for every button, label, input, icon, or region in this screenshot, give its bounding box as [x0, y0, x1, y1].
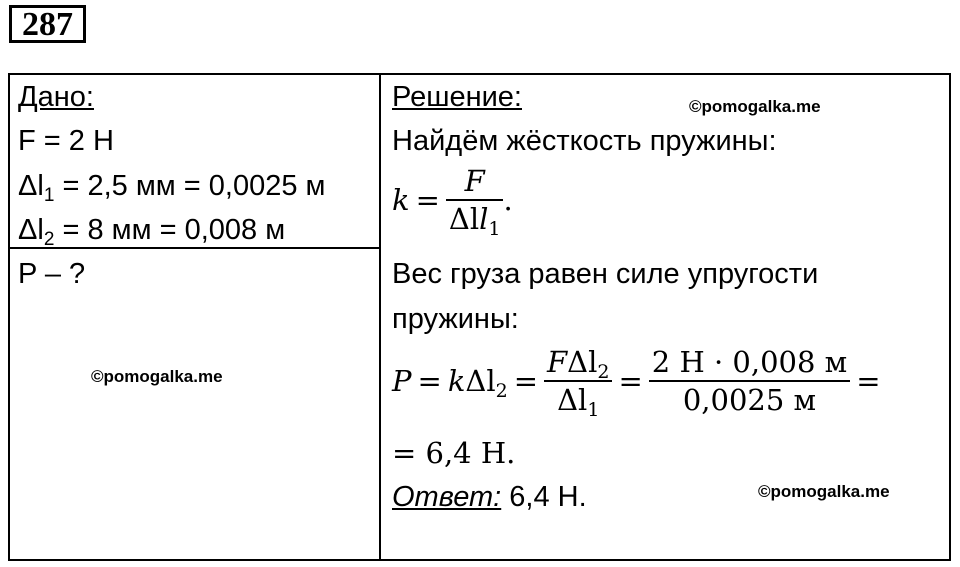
given-elongation-1: $\Delta l_1 = 2,5$ мм = 0,0025 м [18, 170, 326, 206]
watermark: ©pomogalka.me [91, 367, 223, 386]
given-find-divider [8, 247, 381, 249]
watermark: ©pomogalka.me [758, 482, 890, 501]
answer-value: 6,4 Н. [501, 481, 587, 513]
answer-line [392, 480, 587, 514]
weight-formula: P = kΔl$_2$ = $\frac{F\Delta l_2}{\Delta l_1}$ = $\frac{2 Н \cdot 0,008 м}{0,0025 м}$ = [392, 345, 881, 421]
given-heading: Дано: [18, 81, 94, 113]
solution-heading: Решение: [392, 81, 522, 113]
given-elongation-2: $\Delta l_2 = 8$ мм = 0,008 м [18, 214, 286, 250]
stiffness-formula: k = $\frac{F}{\Delta ll_1}$ . [392, 164, 513, 240]
problem-number: 287 [9, 5, 86, 43]
solution-step-1: Найдём жёсткость пружины: [392, 125, 777, 157]
find-text: P – ? [18, 258, 86, 290]
watermark: ©pomogalka.me [689, 97, 821, 116]
solution-step-2-line-2: пружины: [392, 303, 519, 335]
result-line: = 6,4 Н. [392, 436, 516, 470]
answer-label: Ответ: [392, 481, 502, 513]
solution-step-2-line-1: Вес груза равен силе упругости [392, 258, 819, 290]
given-force: F = 2 Н [18, 125, 114, 157]
column-divider [379, 73, 381, 561]
